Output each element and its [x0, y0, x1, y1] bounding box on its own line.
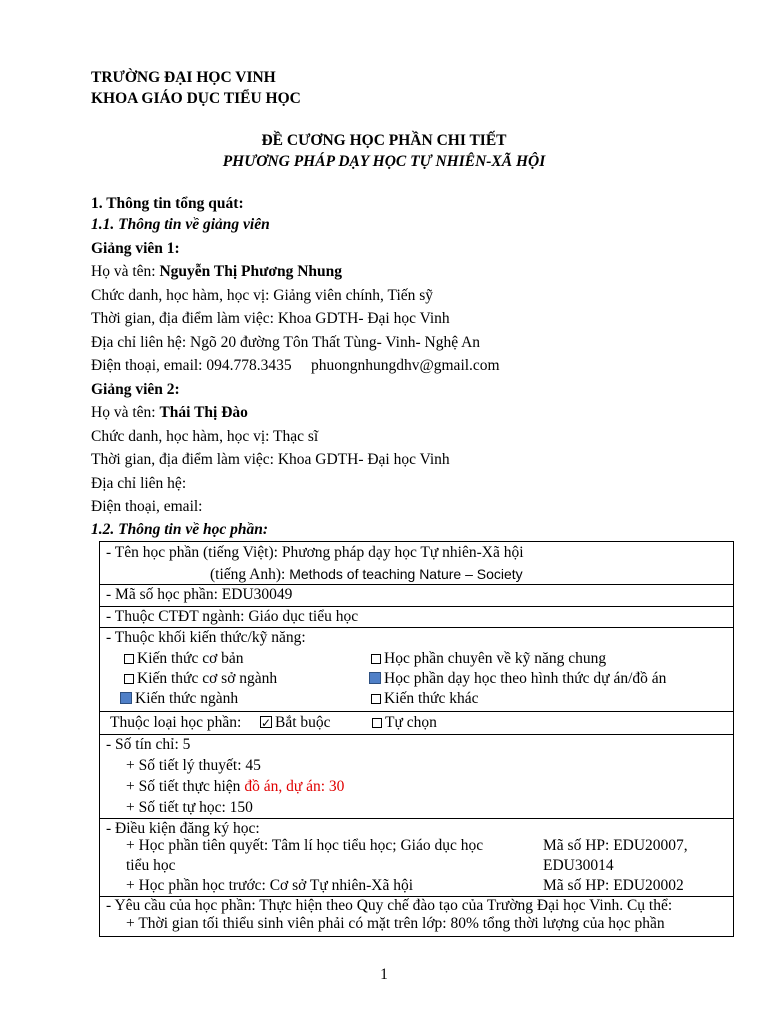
course-code: - Mã số học phần: EDU30049 [106, 586, 293, 603]
option-label: Học phần dạy học theo hình thức dự án/đồ án [384, 670, 667, 687]
practice-hours [126, 777, 344, 797]
option-label: Tự chọn [385, 714, 437, 731]
checkbox-filled-icon[interactable] [120, 692, 132, 704]
practice-value: đồ án, dự án: 30 [244, 778, 345, 795]
document-title: ĐỀ CƯƠNG HỌC PHẦN CHI TIẾT [261, 132, 507, 149]
prerequisite-cont: tiểu học [126, 857, 176, 874]
checkbox-unchecked-icon[interactable] [371, 654, 381, 664]
credits: - Số tín chỉ: 5 [106, 736, 191, 753]
lecturer2-workplace: Thời gian, địa điểm làm việc: Khoa GDTH- Đại học Vinh [91, 451, 450, 468]
type-required[interactable] [260, 713, 331, 733]
prerequisite: + Học phần tiên quyết: Tâm lí học tiểu học; Giáo dục học [126, 837, 484, 854]
lecturer2-title: Chức danh, học hàm, học vị: Thạc sĩ [91, 428, 319, 445]
prerequisite-code: Mã số HP: EDU20007, [543, 837, 688, 854]
prior-course: + Học phần học trước: Cơ sở Tự nhiên-Xã hội [126, 877, 414, 894]
attendance-requirement: + Thời gian tối thiểu sinh viên phải có mặt trên lớp: 80% tổng thời lượng của học phần [126, 915, 665, 932]
lecturer2-address: Địa chỉ liên hệ: [91, 475, 187, 492]
requirements: - Yêu cầu của học phần: Thực hiện theo Quy chế đào tạo của Trường Đại học Vinh. Cụ thể: [106, 897, 673, 914]
option-foundation[interactable] [124, 669, 277, 689]
lecturer1-workplace: Thời gian, địa điểm làm việc: Khoa GDTH- Đại học Vinh [91, 310, 450, 327]
checkbox-unchecked-icon[interactable] [372, 718, 382, 728]
table-row [100, 585, 733, 607]
option-label: Kiến thức cơ sở ngành [137, 670, 278, 687]
lecturer2-name: Thái Thị Đào [159, 404, 248, 421]
checkbox-unchecked-icon[interactable] [124, 674, 134, 684]
table-row [100, 819, 733, 897]
table-row [100, 607, 733, 628]
registration-label: - Điều kiện đăng ký học: [106, 820, 260, 837]
checkbox-filled-icon[interactable] [369, 672, 381, 684]
option-basic[interactable] [124, 649, 244, 669]
faculty-name: KHOA GIÁO DỤC TIỂU HỌC [91, 90, 301, 107]
prior-course-code: Mã số HP: EDU20002 [543, 877, 684, 894]
option-label: Học phần chuyên về kỹ năng chung [384, 650, 607, 667]
theory-hours: + Số tiết lý thuyết: 45 [126, 757, 261, 774]
table-row [100, 712, 733, 735]
lecturer1-contact: Điện thoại, email: 094.778.3435 phuongnhungdhv@gmail.com [91, 357, 500, 374]
option-label: Kiến thức khác [384, 690, 479, 707]
course-title: PHƯƠNG PHÁP DẠY HỌC TỰ NHIÊN-XÃ HỘI [222, 153, 546, 170]
lecturer1-address: Địa chỉ liên hệ: Ngõ 20 đường Tôn Thất Tùng- Vinh- Nghệ An [91, 334, 481, 351]
page-number: 1 [380, 966, 388, 983]
lecturer2-name-line [91, 403, 248, 423]
table-row [100, 628, 733, 712]
checkbox-unchecked-icon[interactable] [124, 654, 134, 664]
table-row [100, 735, 733, 819]
subsection-lecturers: 1.1. Thông tin về giảng viên [91, 216, 270, 233]
course-name-en-line [210, 564, 523, 585]
lecturer2-label: Giảng viên 2: [91, 381, 180, 398]
option-label: Bắt buộc [275, 714, 331, 731]
option-label: Kiến thức ngành [135, 690, 239, 707]
prerequisite-code-cont: EDU30014 [543, 857, 614, 874]
checkbox-checked-icon[interactable] [260, 716, 272, 728]
name-label: Họ và tên: [91, 263, 160, 280]
table-row [100, 897, 733, 936]
table-row [100, 542, 733, 585]
section-heading: 1. Thông tin tổng quát: [91, 195, 244, 212]
lecturer1-name: Nguyễn Thị Phương Nhung [159, 263, 343, 280]
option-major[interactable] [120, 689, 238, 709]
name-en-label: (tiếng Anh): [210, 566, 290, 583]
course-name-en: Methods of teaching Nature – Society [289, 566, 523, 582]
self-study-hours: + Số tiết tự học: 150 [126, 799, 253, 816]
subsection-course-info: 1.2. Thông tin về học phần: [91, 521, 268, 538]
course-name-vi: - Tên học phần (tiếng Việt): Phương pháp dạy học Tự nhiên-Xã hội [106, 544, 524, 561]
lecturer1-label: Giảng viên 1: [91, 240, 180, 257]
lecturer1-name-line [91, 262, 342, 282]
checkbox-unchecked-icon[interactable] [371, 694, 381, 704]
type-elective[interactable] [372, 713, 437, 733]
option-other[interactable] [371, 689, 478, 709]
name-label: Họ và tên: [91, 404, 160, 421]
university-name: TRƯỜNG ĐẠI HỌC VINH [91, 69, 276, 86]
option-skills[interactable] [371, 649, 606, 669]
program: - Thuộc CTĐT ngành: Giáo dục tiểu học [106, 608, 359, 625]
option-project[interactable] [369, 669, 666, 689]
practice-label: + Số tiết thực hiện [126, 778, 245, 795]
option-label: Kiến thức cơ bản [137, 650, 244, 667]
course-type-label: Thuộc loại học phần: [110, 714, 242, 731]
lecturer1-title: Chức danh, học hàm, học vị: Giảng viên chính, Tiến sỹ [91, 287, 434, 304]
knowledge-block-label: - Thuộc khối kiến thức/kỹ năng: [106, 629, 306, 646]
lecturer2-contact: Điện thoại, email: [91, 498, 203, 515]
course-info-table [99, 541, 734, 937]
